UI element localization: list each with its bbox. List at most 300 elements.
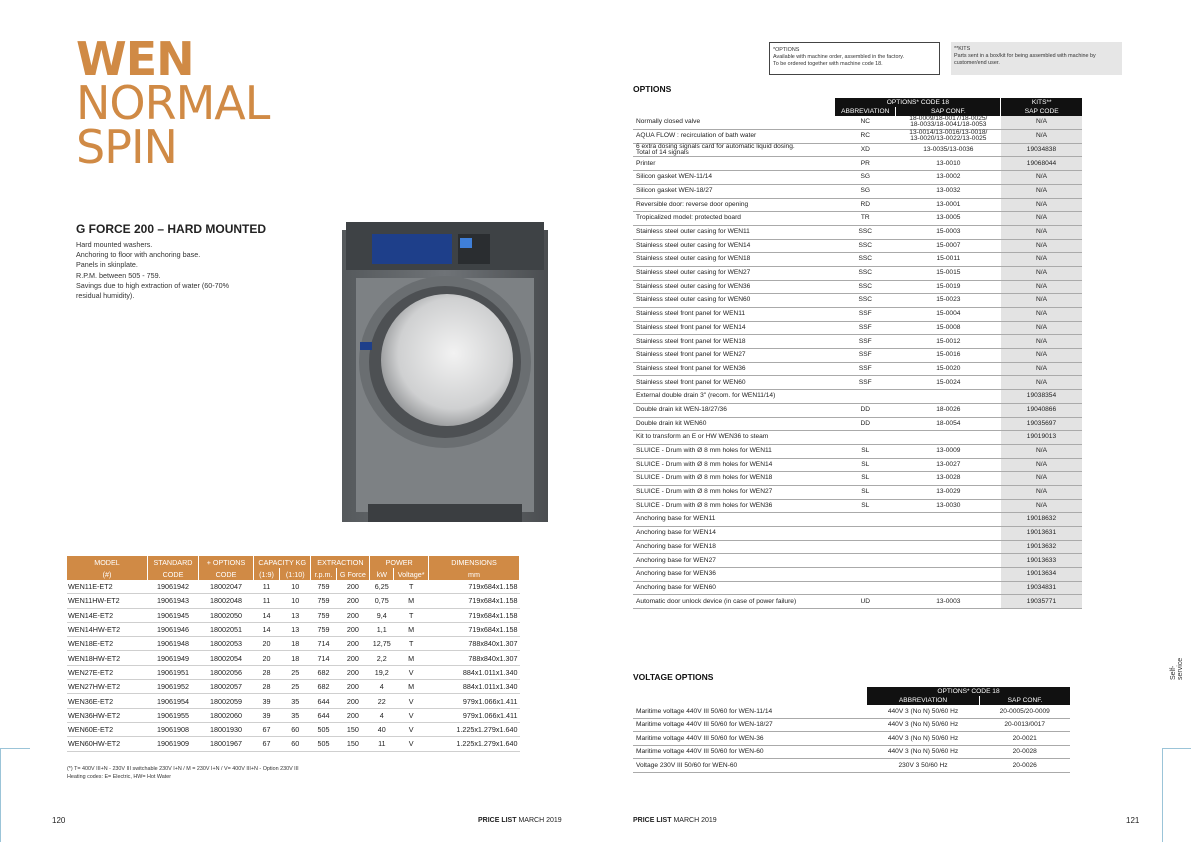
table-cell: 60: [280, 737, 311, 751]
table-cell: V: [394, 737, 429, 751]
options-cell: N/A: [1001, 349, 1082, 363]
table-cell: 20: [254, 637, 280, 651]
options-cell: 15-0015: [896, 266, 1001, 280]
table-cell: 10: [280, 580, 311, 594]
options-cell: Stainless steel outer casing for WEN14: [633, 239, 835, 253]
table-cell: T: [394, 580, 429, 594]
options-cell: N/A: [1001, 444, 1082, 458]
options-cell: 19013631: [1001, 527, 1082, 541]
table-cell: 20: [254, 651, 280, 665]
table-cell: 200: [336, 680, 370, 694]
options-cell: 19038354: [1001, 390, 1082, 404]
voltage-abbreviation-header: ABBREVIATION: [867, 696, 980, 705]
table-cell: WEN14E-ET2: [67, 608, 148, 622]
table-cell: 39: [254, 708, 280, 722]
options-cell: SLUICE - Drum with Ø 8 mm holes for WEN18: [633, 472, 835, 486]
table-cell: 19061945: [148, 608, 199, 622]
washer-illustration: [342, 222, 548, 522]
table-cell: WEN11HW-ET2: [67, 594, 148, 608]
options-cell: External double drain 3" (recom. for WEN11/14): [633, 390, 835, 404]
options-cell: [896, 390, 1001, 404]
table-cell: M: [394, 680, 429, 694]
options-cell: 13-0009: [896, 444, 1001, 458]
table-cell: 19061955: [148, 708, 199, 722]
options-cell: 18-0026: [896, 403, 1001, 417]
options-cell: DD: [835, 403, 896, 417]
model-subheader-cell: CODE: [199, 568, 254, 580]
options-cell: N/A: [1001, 485, 1082, 499]
table-cell: 788x840x1.307: [429, 651, 520, 665]
options-cell: 13-0032: [896, 184, 1001, 198]
table-cell: WEN11E-ET2: [67, 580, 148, 594]
options-row: [633, 444, 1082, 458]
table-row: [67, 680, 520, 694]
table-cell: 0,75: [370, 594, 394, 608]
options-row: [633, 554, 1082, 568]
options-cell: SSC: [835, 280, 896, 294]
table-cell: 35: [280, 708, 311, 722]
sap-code-header: SAP CODE: [1001, 107, 1082, 116]
options-cell: Automatic door unlock device (in case of power failure): [633, 595, 835, 609]
table-cell: 150: [336, 722, 370, 736]
table-cell: 19061951: [148, 665, 199, 679]
options-row: [633, 499, 1082, 513]
title-line-1: WEN: [76, 32, 194, 86]
table-cell: WEN18HW-ET2: [67, 651, 148, 665]
sap-conf-header: SAP CONF.: [896, 107, 1001, 116]
options-cell: 19035771: [1001, 595, 1082, 609]
options-cell: 13-0014/13-0016/13-0018/ 13-0020/13-0022/13-0025: [896, 129, 1001, 143]
options-header-blank: [633, 98, 835, 107]
options-cell: SL: [835, 485, 896, 499]
options-cell: N/A: [1001, 225, 1082, 239]
table-cell: 719x684x1.158: [429, 594, 520, 608]
options-row: [633, 376, 1082, 390]
voltage-cell: Voltage 230V III 50/60 for WEN-60: [633, 759, 867, 773]
options-note: [769, 42, 940, 75]
table-cell: V: [394, 708, 429, 722]
voltage-title: VOLTAGE OPTIONS: [633, 672, 714, 682]
side-label: Self-service: [1170, 657, 1184, 680]
options-row: [633, 568, 1082, 582]
options-cell: Stainless steel front panel for WEN27: [633, 349, 835, 363]
table-cell: 1,1: [370, 622, 394, 636]
table-cell: 22: [370, 694, 394, 708]
options-cell: AQUA FLOW : recirculation of bath water: [633, 129, 835, 143]
description-line: Hard mounted washers.: [76, 240, 153, 249]
table-cell: 150: [336, 737, 370, 751]
options-cell: 19018632: [1001, 513, 1082, 527]
table-cell: 719x684x1.158: [429, 580, 520, 594]
kits-header: KITS**: [1001, 98, 1082, 107]
options-cell: Tropicalized model: protected board: [633, 212, 835, 226]
table-cell: 18002050: [199, 608, 254, 622]
table-cell: 200: [336, 637, 370, 651]
options-cell: 15-0004: [896, 308, 1001, 322]
options-cell: 15-0011: [896, 253, 1001, 267]
table-cell: 884x1.011x1.340: [429, 680, 520, 694]
options-cell: [896, 431, 1001, 445]
model-table-header-top: [67, 556, 520, 568]
kits-note-line-1: **KITS: [954, 46, 971, 52]
options-row: [633, 321, 1082, 335]
table-cell: 759: [311, 594, 336, 608]
voltage-cell: Maritime voltage 440V III 50/60 for WEN-36: [633, 732, 867, 746]
voltage-header-blank: [633, 687, 867, 696]
options-cell: 13-0005: [896, 212, 1001, 226]
table-cell: 28: [254, 680, 280, 694]
table-cell: 19061949: [148, 651, 199, 665]
options-cell: 15-0003: [896, 225, 1001, 239]
table-cell: WEN36E-ET2: [67, 694, 148, 708]
table-cell: 60: [280, 722, 311, 736]
table-cell: 19061943: [148, 594, 199, 608]
model-subheader-cell: (#): [67, 568, 148, 580]
options-cell: [835, 581, 896, 595]
kits-note-line-2: Parts sent in a box/kit for being assembled with machine by: [954, 52, 1096, 59]
table-cell: 644: [311, 708, 336, 722]
voltage-cell: 440V 3 (No N) 50/60 Hz: [867, 705, 980, 718]
options-cell: N/A: [1001, 253, 1082, 267]
voltage-cell: 20-0013/0017: [980, 718, 1071, 732]
options-cell: Anchoring base for WEN36: [633, 568, 835, 582]
voltage-cell: 20-0026: [980, 759, 1071, 773]
table-cell: 18: [280, 651, 311, 665]
options-cell: SSF: [835, 308, 896, 322]
footnote-line-2: Heating codes: E= Electric, HW= Hot Water: [67, 773, 172, 780]
voltage-row: [633, 705, 1070, 718]
col-power: POWER: [370, 556, 429, 568]
table-cell: 6,25: [370, 580, 394, 594]
voltage-row: [633, 732, 1070, 746]
options-row: [633, 581, 1082, 595]
table-cell: WEN60E-ET2: [67, 722, 148, 736]
voltage-code-18-header: OPTIONS* CODE 18: [867, 687, 1071, 696]
options-cell: Anchoring base for WEN60: [633, 581, 835, 595]
options-cell: 15-0020: [896, 362, 1001, 376]
options-cell: SLUICE - Drum with Ø 8 mm holes for WEN14: [633, 458, 835, 472]
options-cell: 6 extra dosing signals card for automatic liquid dosing. Total of 14 signals: [633, 143, 835, 157]
options-header-sub: [633, 107, 1082, 116]
table-cell: 18002054: [199, 651, 254, 665]
options-cell: 19013633: [1001, 554, 1082, 568]
price-list-left: PRICE LIST MARCH 2019: [478, 817, 562, 824]
table-row: [67, 622, 520, 636]
table-cell: 9,4: [370, 608, 394, 622]
options-cell: SL: [835, 458, 896, 472]
model-subheader-cell: mm: [429, 568, 520, 580]
options-cell: SSF: [835, 362, 896, 376]
options-cell: SSC: [835, 253, 896, 267]
voltage-header-sub: [633, 696, 1070, 705]
description-line: Savings due to high extraction of water (60-70%: [76, 280, 230, 290]
options-cell: Stainless steel outer casing for WEN27: [633, 266, 835, 280]
table-cell: 644: [311, 694, 336, 708]
footnote-line-1: (*) T= 400V III+N - 230V III switchable 230V I+N / M = 230V I+N / V= 400V III+N - Option 230V III: [67, 766, 299, 772]
options-cell: [896, 527, 1001, 541]
options-cell: RC: [835, 129, 896, 143]
table-cell: 4: [370, 708, 394, 722]
voltage-cell: Maritime voltage 440V III 50/60 for WEN-60: [633, 745, 867, 759]
options-row: [633, 266, 1082, 280]
table-cell: 682: [311, 680, 336, 694]
table-cell: 18002053: [199, 637, 254, 651]
options-cell: XD: [835, 143, 896, 157]
title-line-2: NORMAL: [76, 76, 270, 130]
options-cell: RD: [835, 198, 896, 212]
col-extraction: EXTRACTION: [311, 556, 370, 568]
options-cell: [835, 431, 896, 445]
options-cell: N/A: [1001, 376, 1082, 390]
table-cell: 25: [280, 665, 311, 679]
options-cell: Stainless steel front panel for WEN36: [633, 362, 835, 376]
options-cell: Stainless steel front panel for WEN18: [633, 335, 835, 349]
options-row: [633, 212, 1082, 226]
kits-note-line-3: customer/end user.: [954, 59, 1000, 66]
table-cell: 19061946: [148, 622, 199, 636]
options-row: [633, 458, 1082, 472]
table-cell: 14: [254, 622, 280, 636]
table-cell: T: [394, 637, 429, 651]
table-cell: 200: [336, 708, 370, 722]
options-cell: SG: [835, 171, 896, 185]
table-cell: 67: [254, 737, 280, 751]
options-cell: UD: [835, 595, 896, 609]
table-cell: 19061909: [148, 737, 199, 751]
options-cell: N/A: [1001, 294, 1082, 308]
options-cell: N/A: [1001, 266, 1082, 280]
model-table: [67, 556, 520, 752]
options-cell: Anchoring base for WEN11: [633, 513, 835, 527]
options-cell: 18-0054: [896, 417, 1001, 431]
table-cell: 18002051: [199, 622, 254, 636]
options-cell: [835, 554, 896, 568]
options-cell: SL: [835, 472, 896, 486]
options-cell: SSF: [835, 349, 896, 363]
options-sub-blank: [633, 107, 835, 116]
options-cell: 15-0008: [896, 321, 1001, 335]
table-cell: 11: [254, 580, 280, 594]
options-cell: DD: [835, 417, 896, 431]
table-row: [67, 651, 520, 665]
options-cell: SLUICE - Drum with Ø 8 mm holes for WEN11: [633, 444, 835, 458]
options-cell: N/A: [1001, 212, 1082, 226]
title-line-3: SPIN: [76, 120, 177, 174]
table-cell: 788x840x1.307: [429, 637, 520, 651]
options-cell: [896, 568, 1001, 582]
options-cell: N/A: [1001, 321, 1082, 335]
options-cell: Stainless steel outer casing for WEN11: [633, 225, 835, 239]
voltage-cell: Maritime voltage 440V III 50/60 for WEN-18/27: [633, 718, 867, 732]
table-cell: 200: [336, 651, 370, 665]
model-subheader-cell: G Force: [336, 568, 370, 580]
table-cell: 714: [311, 651, 336, 665]
options-cell: [835, 527, 896, 541]
table-cell: 25: [280, 680, 311, 694]
options-cell: 13-0002: [896, 171, 1001, 185]
options-cell: SLUICE - Drum with Ø 8 mm holes for WEN27: [633, 485, 835, 499]
options-row: [633, 225, 1082, 239]
options-cell: 13-0030: [896, 499, 1001, 513]
table-cell: 18002056: [199, 665, 254, 679]
options-cell: [896, 513, 1001, 527]
model-subheader-cell: (1:9): [254, 568, 280, 580]
right-bottom-rule: [1162, 748, 1191, 749]
col-options: + OPTIONS: [199, 556, 254, 568]
options-cell: 19068044: [1001, 157, 1082, 171]
page-number-right: 121: [1126, 816, 1140, 825]
options-cell: N/A: [1001, 184, 1082, 198]
voltage-cell: 20-0021: [980, 732, 1071, 746]
options-row: [633, 157, 1082, 171]
options-cell: Kit to transform an E or HW WEN36 to steam: [633, 431, 835, 445]
table-cell: 1.225x1.279x1.640: [429, 737, 520, 751]
options-cell: SL: [835, 444, 896, 458]
model-subheader-cell: kW: [370, 568, 394, 580]
table-cell: 18002060: [199, 708, 254, 722]
options-row: [633, 390, 1082, 404]
options-title: OPTIONS: [633, 84, 672, 94]
options-cell: SG: [835, 184, 896, 198]
table-cell: 40: [370, 722, 394, 736]
table-cell: 719x684x1.158: [429, 608, 520, 622]
table-cell: 67: [254, 722, 280, 736]
options-cell: SLUICE - Drum with Ø 8 mm holes for WEN36: [633, 499, 835, 513]
options-cell: N/A: [1001, 472, 1082, 486]
options-cell: Double drain kit WEN60: [633, 417, 835, 431]
model-subheader-cell: (1:10): [280, 568, 311, 580]
table-cell: WEN60HW-ET2: [67, 737, 148, 751]
options-cell: 13-0027: [896, 458, 1001, 472]
table-cell: 714: [311, 637, 336, 651]
table-cell: 11: [370, 737, 394, 751]
table-cell: 12,75: [370, 637, 394, 651]
options-row: [633, 143, 1082, 157]
table-cell: 505: [311, 722, 336, 736]
table-row: [67, 722, 520, 736]
table-cell: 979x1.066x1.411: [429, 694, 520, 708]
product-subtitle: G FORCE 200 – HARD MOUNTED: [76, 222, 267, 236]
table-cell: 18002047: [199, 580, 254, 594]
options-cell: Silicon gasket WEN-18/27: [633, 184, 835, 198]
options-cell: N/A: [1001, 458, 1082, 472]
options-cell: Reversible door: reverse door opening: [633, 198, 835, 212]
options-row: [633, 171, 1082, 185]
table-cell: 19061952: [148, 680, 199, 694]
options-cell: Silicon gasket WEN-11/14: [633, 171, 835, 185]
options-cell: Double drain kit WEN-18/27/36: [633, 403, 835, 417]
table-cell: 505: [311, 737, 336, 751]
table-row: [67, 737, 520, 751]
options-header-top: [633, 98, 1082, 107]
table-cell: 19061908: [148, 722, 199, 736]
options-cell: 13-0029: [896, 485, 1001, 499]
right-divider: [1162, 748, 1163, 842]
options-cell: 15-0019: [896, 280, 1001, 294]
table-cell: 18001930: [199, 722, 254, 736]
table-cell: 719x684x1.158: [429, 622, 520, 636]
voltage-cell: 20-0005/20-0009: [980, 705, 1071, 718]
options-row: [633, 485, 1082, 499]
options-cell: Stainless steel front panel for WEN60: [633, 376, 835, 390]
voltage-header-top: [633, 687, 1070, 696]
options-row: [633, 472, 1082, 486]
options-cell: SSC: [835, 294, 896, 308]
page-number-left: 120: [52, 816, 66, 825]
table-cell: V: [394, 722, 429, 736]
table-cell: 19,2: [370, 665, 394, 679]
col-dimensions: DIMENSIONS: [429, 556, 520, 568]
voltage-cell: 440V 3 (No N) 50/60 Hz: [867, 745, 980, 759]
table-cell: 18002048: [199, 594, 254, 608]
options-row: [633, 431, 1082, 445]
kits-note: [951, 42, 1122, 75]
table-cell: 759: [311, 608, 336, 622]
options-cell: [896, 581, 1001, 595]
options-cell: PR: [835, 157, 896, 171]
table-cell: V: [394, 665, 429, 679]
voltage-sap-conf-header: SAP CONF.: [980, 696, 1071, 705]
voltage-row: [633, 745, 1070, 759]
table-cell: 200: [336, 665, 370, 679]
table-cell: 10: [280, 594, 311, 608]
options-cell: Stainless steel outer casing for WEN18: [633, 253, 835, 267]
voltage-cell: 230V 3 50/60 Hz: [867, 759, 980, 773]
options-cell: 19013632: [1001, 540, 1082, 554]
options-cell: Anchoring base for WEN14: [633, 527, 835, 541]
options-cell: SSC: [835, 266, 896, 280]
options-row: [633, 595, 1082, 609]
options-row: [633, 527, 1082, 541]
left-divider: [0, 748, 1, 842]
table-cell: M: [394, 622, 429, 636]
table-row: [67, 665, 520, 679]
voltage-sub-blank: [633, 696, 867, 705]
options-row: [633, 129, 1082, 143]
table-cell: 18002057: [199, 680, 254, 694]
options-row: [633, 513, 1082, 527]
voltage-table: [633, 687, 1070, 773]
options-cell: Anchoring base for WEN18: [633, 540, 835, 554]
options-row: [633, 540, 1082, 554]
options-cell: 19034838: [1001, 143, 1082, 157]
options-cell: SL: [835, 499, 896, 513]
table-cell: 200: [336, 622, 370, 636]
options-cell: 15-0024: [896, 376, 1001, 390]
table-cell: T: [394, 608, 429, 622]
options-cell: 19035697: [1001, 417, 1082, 431]
abbreviation-header: ABBREVIATION: [835, 107, 896, 116]
options-cell: [835, 568, 896, 582]
voltage-cell: Maritime voltage 440V III 50/60 for WEN-11/14: [633, 705, 867, 718]
options-note-line-1: *OPTIONS: [773, 47, 800, 53]
options-cell: 13-0003: [896, 595, 1001, 609]
voltage-cell: 440V 3 (No N) 50/60 Hz: [867, 718, 980, 732]
options-cell: Stainless steel outer casing for WEN36: [633, 280, 835, 294]
table-row: [67, 580, 520, 594]
table-cell: M: [394, 651, 429, 665]
options-row: [633, 417, 1082, 431]
table-cell: WEN14HW-ET2: [67, 622, 148, 636]
options-cell: SSF: [835, 321, 896, 335]
options-cell: 19040866: [1001, 403, 1082, 417]
voltage-cell: 440V 3 (No N) 50/60 Hz: [867, 732, 980, 746]
table-cell: WEN27E-ET2: [67, 665, 148, 679]
options-cell: SSF: [835, 376, 896, 390]
options-cell: [835, 390, 896, 404]
options-row: [633, 349, 1082, 363]
table-cell: 979x1.066x1.411: [429, 708, 520, 722]
